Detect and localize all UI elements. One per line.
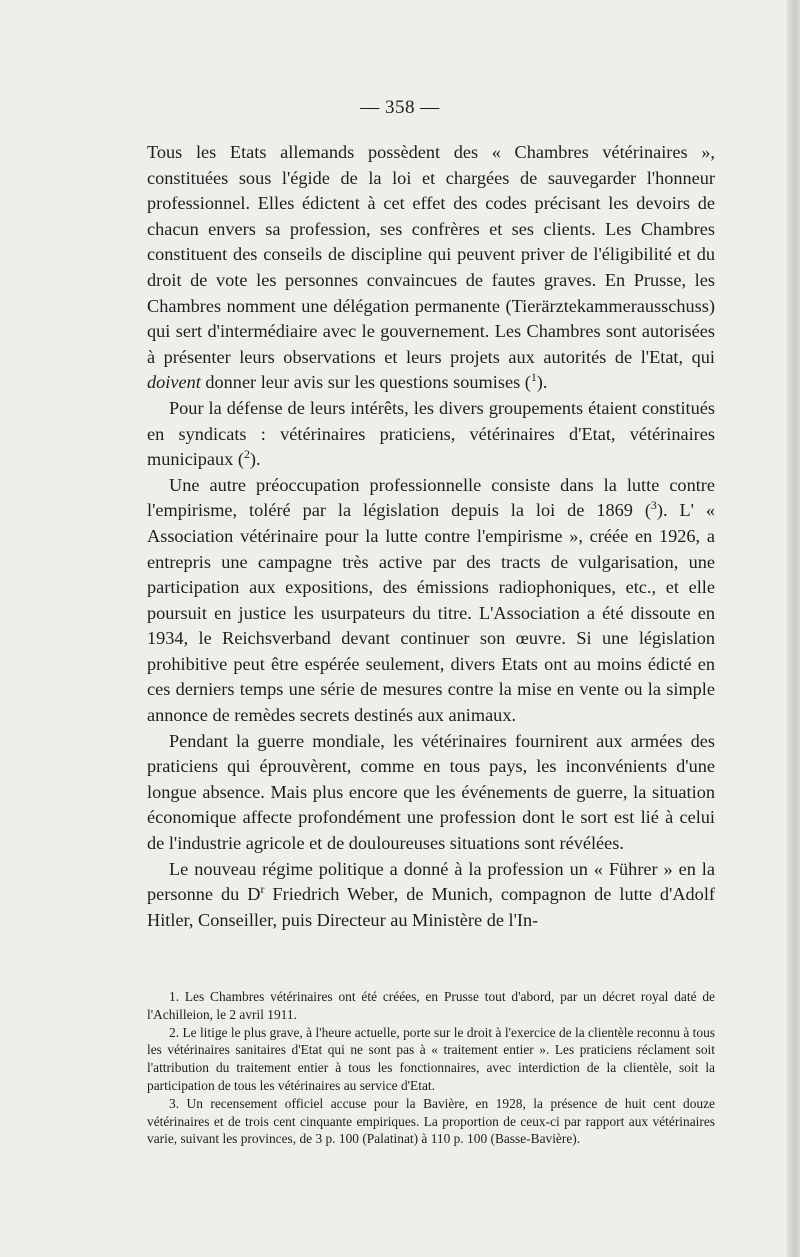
footnote: 1. Les Chambres vétérinaires ont été créées, en Prusse tout d'abord, par un décret royal daté de l'Achilleion, le 2 avril 1911.	[147, 989, 715, 1022]
text-run: ).	[249, 449, 261, 470]
superscript: 3	[650, 498, 657, 513]
text-run: donner leur avis sur les questions soumises (	[200, 372, 531, 393]
text-run: ).	[536, 372, 548, 393]
text-run: Pour la défense de leurs intérêts, les divers groupements étaient constitués en syndicats : vétérinaires praticiens, vétérinaires d'Etat, vétérinaires municipaux (	[147, 397, 715, 470]
footnotes	[147, 988, 715, 1148]
emphasis-text: doivent	[147, 372, 201, 393]
text-run: Tous les Etats allemands possèdent des « Chambres vétérinaires », constituées sous l'égide de la loi et chargées de sauvegarder l'honneur professionnel. Elles édictent à cet effet des codes précisant les devoirs de chacun envers sa profession, ses confrères et ses clients. Les Chambres constituent des conseils de discipline qui peuvent priver de l'éligibilité et du droit de vote les personnes convaincues de fautes graves. En Prusse, les Chambres nomment une délégation permanente (Tierärztekammerausschuss) qui sert d'intermédiaire avec le gouvernement. Les Chambres sont autorisées à présenter leurs observations et leurs projets aux autorités de l'Etat, qui	[147, 142, 715, 367]
page-number: — 358 —	[360, 97, 440, 118]
paragraph	[147, 140, 715, 396]
text-run: Friedrich Weber, de Munich, compagnon de lutte d'Adolf Hitler, Conseiller, puis Directeur au Ministère de l'In-	[147, 884, 715, 930]
page-edge	[786, 0, 800, 1257]
main-text	[147, 140, 715, 933]
superscript: 1	[530, 370, 537, 385]
paragraph	[147, 396, 715, 473]
text-run: ). L' « Association vétérinaire pour la lutte contre l'empirisme », créée en 1926, a entrepris une campagne très active par des tracts de vulgarisation, une participation aux expositions, des émissions radiophoniques, etc., et elle poursuit en justice les usurpateurs du titre. L'Association a été dissoute en 1934, le Reichsverband devant continuer son œuvre. Si une législation prohibitive peut être espérée seulement, divers Etats ont au moins édicté en ces derniers temps une série de mesures contre la mise en vente ou la simple annonce de remèdes secrets destinés aux animaux.	[147, 500, 715, 726]
footnote: 2. Le litige le plus grave, à l'heure actuelle, porte sur le droit à l'exercice de la clientèle reconnu à tous les vétérinaires sanitaires d'Etat qui ne sont pas à « traitement entier ». Les praticiens réclament soit l'attribution du traitement entier à tous les fonctionnaires, avec interdiction de la clientèle, soit la participation de tous les vétérinaires au service d'Etat.	[147, 1024, 715, 1093]
superscript: r	[260, 882, 265, 897]
paragraph	[147, 473, 715, 729]
text-run: Pendant la guerre mondiale, les vétérinaires fournirent aux armées des praticiens qui éprouvèrent, comme en tous pays, les inconvénients d'une longue absence. Mais plus encore que les événements de guerre, la situation économique affecte profondément une profession dont le sort est lié à celui de l'industrie agricole et de douloureuses situations sont révélées.	[147, 730, 715, 854]
paragraph	[147, 857, 715, 934]
text-run: Le nouveau régime politique a donné à la profession un « Führer » en la personne du D	[147, 858, 715, 905]
footnote: 3. Un recensement officiel accuse pour la Bavière, en 1928, la présence de huit cent douze vétérinaires et de trois cent cinquante empiriques. La proportion de ceux-ci par rapport aux vétérinaires varie, suivant les provinces, de 3 p. 100 (Palatinat) à 110 p. 100 (Basse-Bavière).	[147, 1095, 715, 1147]
paragraph	[147, 729, 715, 857]
text-run: Une autre préoccupation professionnelle consiste dans la lutte contre l'empirisme, toléré par la législation depuis la loi de 1869 (	[147, 474, 715, 521]
superscript: 2	[243, 447, 250, 462]
